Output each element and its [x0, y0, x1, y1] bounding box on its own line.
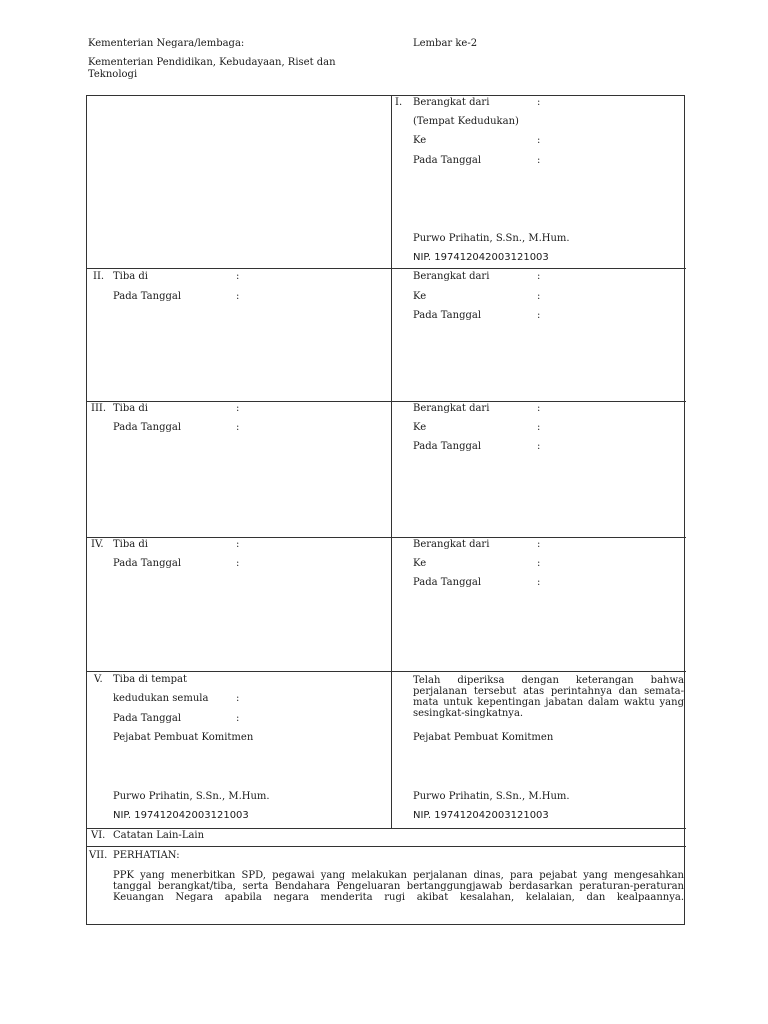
- section-2-arrive: Tiba di: [113, 271, 149, 282]
- section-7-notice-text: PPK yang menerbitkan SPD, pegawai yang melakukan perjalanan dinas, para pejabat yang mengesahkan tanggal berangkat/tiba, serta Bendahara Pengeluaran bertanggungjawab berdasarkan peraturan-peraturan Keuangan Negara apabila negara menderita rugi akibat kesalahan, kelalaian, dan kealpaannya.: [113, 870, 684, 903]
- row-divider-1: [86, 268, 686, 269]
- colon: :: [537, 403, 541, 414]
- column-divider: [391, 95, 392, 828]
- row-divider-3: [86, 537, 686, 538]
- section-1-date: Pada Tanggal: [413, 155, 482, 166]
- colon: :: [236, 539, 240, 550]
- section-2-depart-from: Berangkat dari: [413, 271, 490, 282]
- section-6-number: VI.: [91, 830, 106, 841]
- colon: :: [537, 97, 541, 108]
- section-3-number: III.: [91, 403, 107, 414]
- section-3-depart-date: Pada Tanggal: [413, 441, 482, 452]
- row-divider-5: [86, 828, 686, 829]
- ministry-label: Kementerian Negara/lembaga:: [88, 38, 245, 49]
- colon: :: [537, 441, 541, 452]
- row-divider-6: [86, 846, 686, 847]
- section-5-signer-left: Purwo Prihatin, S.Sn., M.Hum.: [113, 791, 270, 802]
- section-7-label: PERHATIAN:: [113, 850, 180, 861]
- section-5-officer-right: Pejabat Pembuat Komitmen: [413, 732, 554, 743]
- colon: :: [537, 539, 541, 550]
- colon: :: [537, 291, 541, 302]
- colon: :: [537, 577, 541, 588]
- section-4-date: Pada Tanggal: [113, 558, 182, 569]
- section-3-to: Ke: [413, 422, 427, 433]
- section-3-date: Pada Tanggal: [113, 422, 182, 433]
- section-5-signer-right: Purwo Prihatin, S.Sn., M.Hum.: [413, 791, 570, 802]
- section-4-to: Ke: [413, 558, 427, 569]
- colon: :: [537, 558, 541, 569]
- section-4-number: IV.: [91, 539, 104, 550]
- colon: :: [236, 713, 240, 724]
- section-5-nip-left: NIP. 197412042003121003: [113, 810, 249, 821]
- section-5-statement: Telah diperiksa dengan keterangan bahwa perjalanan tersebut atas perintahnya dan semata-mata untuk kepentingan jabatan dalam waktu yang sesingkat-singkatnya.: [413, 675, 684, 719]
- section-3-depart-from: Berangkat dari: [413, 403, 490, 414]
- section-4-depart-from: Berangkat dari: [413, 539, 490, 550]
- section-1-depart-note: (Tempat Kedudukan): [413, 116, 519, 127]
- section-4-depart-date: Pada Tanggal: [413, 577, 482, 588]
- colon: :: [537, 422, 541, 433]
- ministry-name-line1: Kementerian Pendidikan, Kebudayaan, Riset dan: [88, 57, 336, 68]
- colon: :: [537, 310, 541, 321]
- section-5-arrive-line1: Tiba di tempat: [113, 674, 187, 685]
- colon: :: [236, 291, 240, 302]
- section-5-number: V.: [94, 674, 103, 685]
- colon: :: [236, 422, 240, 433]
- section-2-date: Pada Tanggal: [113, 291, 182, 302]
- colon: :: [236, 403, 240, 414]
- colon: :: [236, 558, 240, 569]
- section-2-depart-date: Pada Tanggal: [413, 310, 482, 321]
- section-3-arrive: Tiba di: [113, 403, 149, 414]
- colon: :: [537, 271, 541, 282]
- section-2-to: Ke: [413, 291, 427, 302]
- row-divider-4: [86, 671, 686, 672]
- colon: :: [537, 155, 541, 166]
- section-1-depart-from: Berangkat dari: [413, 97, 490, 108]
- row-divider-2: [86, 401, 686, 402]
- sheet-number: Lembar ke-2: [413, 38, 478, 49]
- section-5-officer-left: Pejabat Pembuat Komitmen: [113, 732, 254, 743]
- section-1-nip: NIP. 197412042003121003: [413, 252, 549, 263]
- section-1-to: Ke: [413, 135, 427, 146]
- colon: :: [236, 693, 240, 704]
- section-4-arrive: Tiba di: [113, 539, 149, 550]
- section-5-nip-right: NIP. 197412042003121003: [413, 810, 549, 821]
- colon: :: [537, 135, 541, 146]
- section-5-arrive-line2: kedudukan semula: [113, 693, 209, 704]
- section-1-number: I.: [395, 97, 403, 108]
- section-1-signer: Purwo Prihatin, S.Sn., M.Hum.: [413, 233, 570, 244]
- colon: :: [236, 271, 240, 282]
- section-5-date: Pada Tanggal: [113, 713, 182, 724]
- section-6-label: Catatan Lain-Lain: [113, 830, 205, 841]
- section-2-number: II.: [93, 271, 105, 282]
- section-7-number: VII.: [89, 850, 108, 861]
- ministry-name-line2: Teknologi: [88, 69, 138, 80]
